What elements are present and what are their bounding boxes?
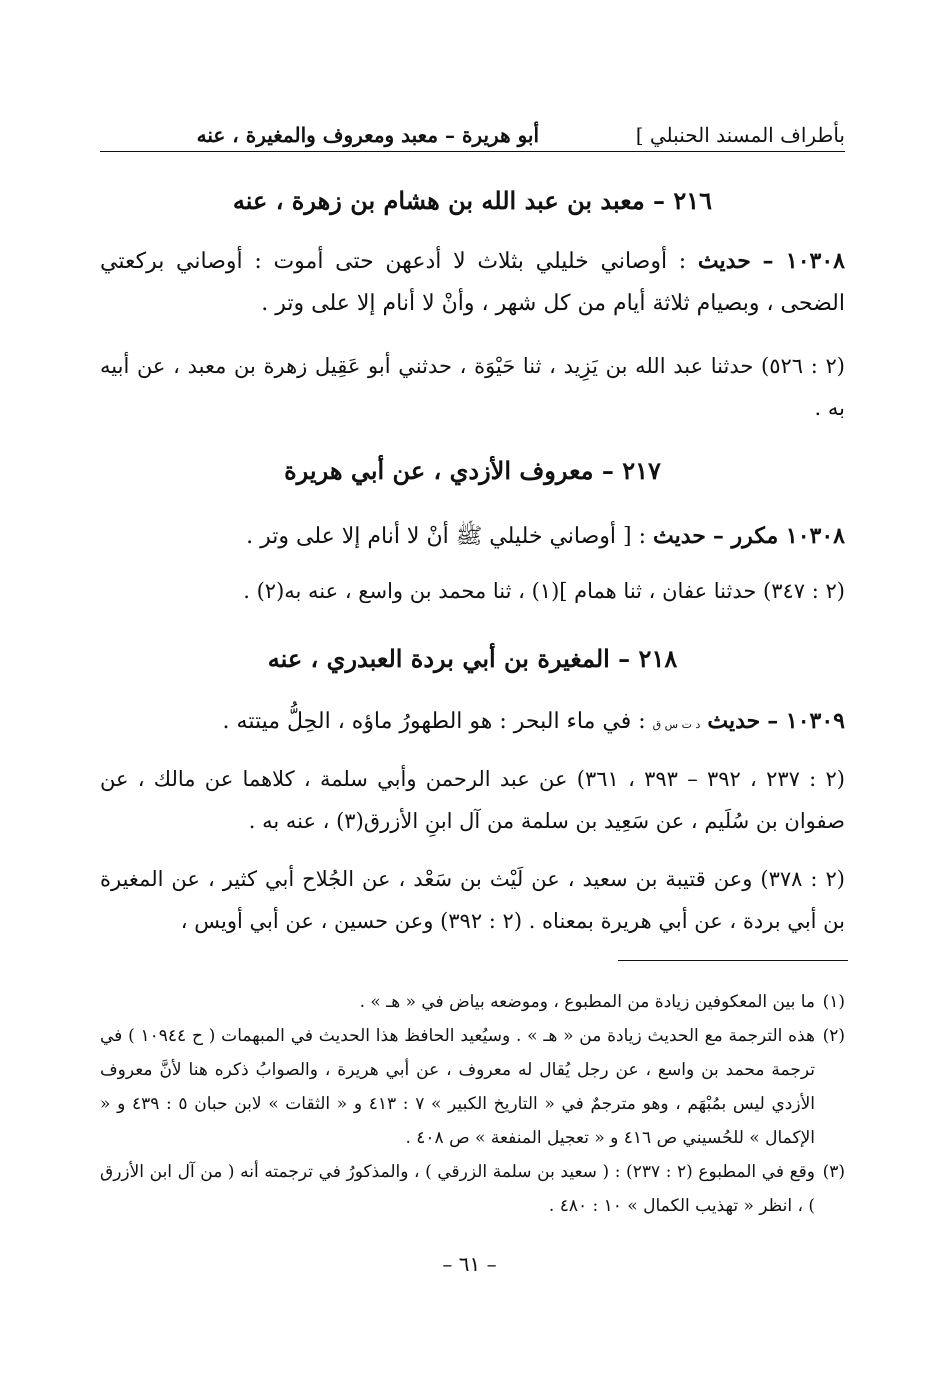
footnote-3 (100, 1155, 845, 1223)
section-title: ٢١٦ – معبد بن عبد الله بن هشام بن زهرة ، عنه (232, 186, 713, 215)
hadith-label: حديث (697, 248, 751, 274)
section-217 (100, 450, 845, 492)
source-text: (٢ : ٢٣٧ ، ٣٩٢ – ٣٩٣ ، ٣٦١) عن عبد الرحمن وأبي سلمة ، كلاهما عن مالك ، عن صفوان بن سُلَيم ، عن سَعِيد بن سلمة من آل ابنِ الأزرق(٣) ، عنه به . (100, 767, 845, 833)
hadith-number: ١٠٣٠٩ – (767, 708, 845, 734)
header-book-title: بأطراف المسند الحنبلي ] (635, 123, 845, 147)
hadith-10308-repeat (100, 515, 845, 558)
source-text: (٢ : ٥٢٦) حدثنا عبد الله بن يَزِيد ، ثنا حَيْوَة ، حدثني أبو عَقِيل زهرة بن معبد ، عن أبيه به . (100, 354, 845, 420)
footnote-mark: (٣) (822, 1162, 845, 1182)
hadith-number: ١٠٣٠٨ مكرر – (712, 523, 845, 549)
hadith-text: : في ماء البحر : هو الطهورُ ماؤه ، الحِلُّ ميتته . (222, 709, 646, 734)
section-title: ٢١٧ – معروف الأزدي ، عن أبي هريرة (284, 456, 661, 485)
footnote-mark: (١) (822, 992, 845, 1012)
hadith-sources-sigla: د ت س ق (652, 718, 701, 731)
hadith-number: ١٠٣٠٨ – (762, 248, 845, 274)
running-header (100, 110, 845, 152)
footnote-1 (100, 985, 845, 1019)
hadith-source (100, 345, 845, 429)
footnote-text: هذه الترجمة مع الحديث زيادة من « هـ » . وسيُعيد الحافظ هذا الحديث في المبهمات ( ح ١٠٩٤٤ ) في ترجمة محمد بن واسع ، عن رجل يُقال له معروف ، عن أبي هريرة ، والصوابُ ذكره هنا لأنَّ معروف الأزدي ليس بمُبْهَم ، وهو مترجمٌ في « التاريخ الكبير » ٧ : ٤١٣ و « الثقات » لابن حبان ٥ : ٤٣٩ و « الإكمال » للحُسيني ص ٤١٦ و « تعجيل المنفعة » ص ٤٠٨ . (100, 1026, 815, 1148)
section-218 (100, 638, 845, 680)
section-216 (100, 180, 845, 222)
hadith-label: حديث (653, 523, 706, 549)
hadith-source (100, 570, 845, 612)
hadith-text: : [ أوصاني خليلي ﷺ أنْ لا أنام إلا على وتر . (246, 524, 647, 549)
footnote-separator (618, 960, 848, 961)
hadith-source-2 (100, 858, 845, 942)
section-title: ٢١٨ – المغيرة بن أبي بردة العبدري ، عنه (267, 644, 678, 673)
footnotes (100, 985, 845, 1223)
footnote-text: ما بين المعكوفين زيادة من المطبوع ، وموضعه بياض في « هـ » . (359, 992, 815, 1012)
source-text: (٢ : ٣٤٧) حدثنا عفان ، ثنا همام ](١) ، ثنا محمد بن واسع ، عنه به(٢) . (243, 579, 845, 603)
footnote-text: وقع في المطبوع (٢ : ٢٣٧) : ( سعيد بن سلمة الزرقي ) ، والمذكورُ في ترجمته أنه ( من آل ابن الأزرق ) ، انظر « تهذيب الكمال » ١٠ : ٤٨٠ . (100, 1162, 815, 1216)
page-number: – ٦١ – (442, 1252, 497, 1276)
hadith-10309 (100, 700, 845, 746)
hadith-source (100, 758, 845, 842)
hadith-text: : أوصاني خليلي بثلاث لا أدعهن حتى أموت : أوصاني بركعتي الضحى ، وبصيام ثلاثة أيام من كل شهر ، وأنْ لا أنام إلا على وتر . (100, 249, 845, 316)
footnote-2 (100, 1019, 845, 1155)
header-chapter-title: أبو هريرة – معبد ومعروف والمغيرة ، عنه (196, 123, 540, 147)
footnote-mark: (٢) (822, 1026, 845, 1046)
hadith-label: حديث (707, 708, 761, 734)
source-text: (٢ : ٣٧٨) وعن قتيبة بن سعيد ، عن لَيْث بن سَعْد ، عن الجُلاح أبي كثير ، عن المغيرة بن أبي بردة ، عن أبي هريرة بمعناه . (٢ : ٣٩٢) وعن حسين ، عن أبي أويس ، (100, 867, 845, 933)
hadith-10308 (100, 240, 845, 325)
